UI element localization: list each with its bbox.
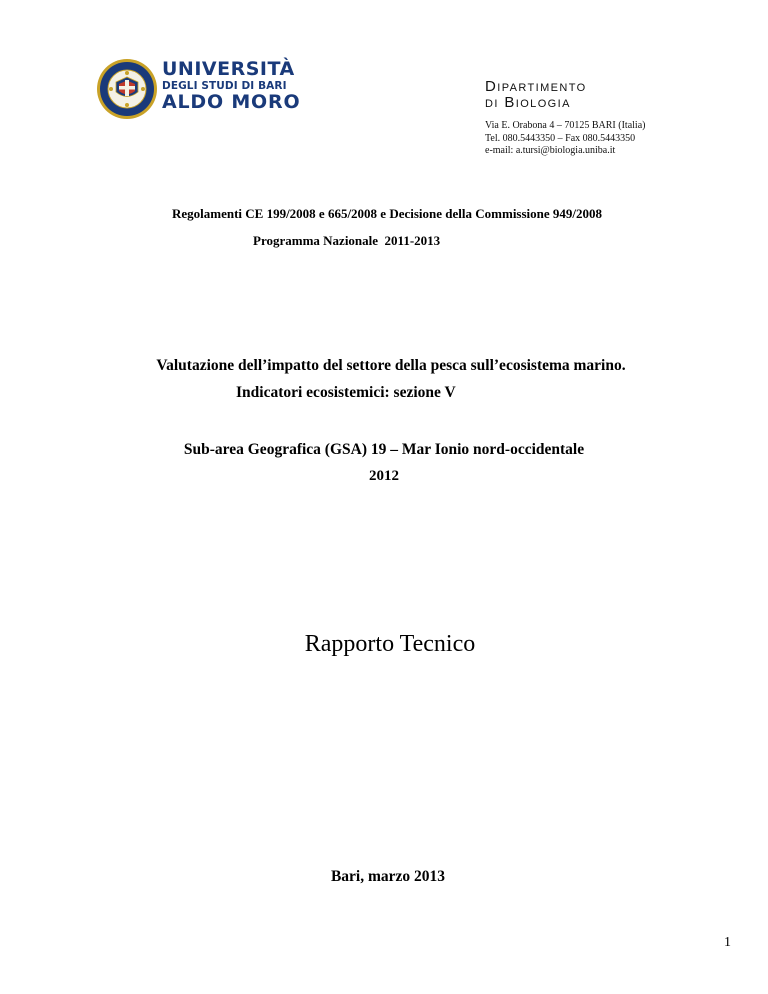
programme-reference: Programma Nazionale 2011-2013 (253, 233, 441, 248)
department-address-block (485, 120, 645, 158)
university-name-line3: ALDO MORO (162, 90, 301, 113)
document-title-line2: Indicatori ecosistemici: sezione V (236, 384, 456, 401)
university-name-wordmark (162, 60, 302, 112)
place-and-date: Bari, marzo 2013 (330, 868, 446, 885)
university-seal-logo (96, 58, 158, 120)
university-name-line1: UNIVERSITÀ (162, 58, 295, 80)
report-year: 2012 (369, 468, 399, 484)
document-title-line1: Valutazione dell’impatto del settore della pesca sull’ecosistema marino. (156, 357, 626, 374)
geographic-subarea: Sub-area Geografica (GSA) 19 – Mar Ionio nord-occidentale (183, 441, 585, 458)
department-name-line1: Dipartimento (485, 78, 587, 95)
university-name-line2: DEGLI STUDI DI BARI (162, 80, 287, 92)
address-email: e-mail: a.tursi@biologia.uniba.it (485, 145, 616, 156)
report-type-heading: Rapporto Tecnico (304, 631, 476, 657)
page-number: 1 (724, 935, 731, 950)
address-street: Via E. Orabona 4 – 70125 BARI (Italia) (485, 120, 646, 131)
regulations-reference: Regolamenti CE 199/2008 e 665/2008 e Decisione della Commissione 949/2008 (171, 206, 603, 221)
department-name (485, 79, 587, 111)
address-phone: Tel. 080.5443350 – Fax 080.5443350 (485, 132, 636, 144)
department-name-line2: di Biologia (485, 93, 571, 111)
